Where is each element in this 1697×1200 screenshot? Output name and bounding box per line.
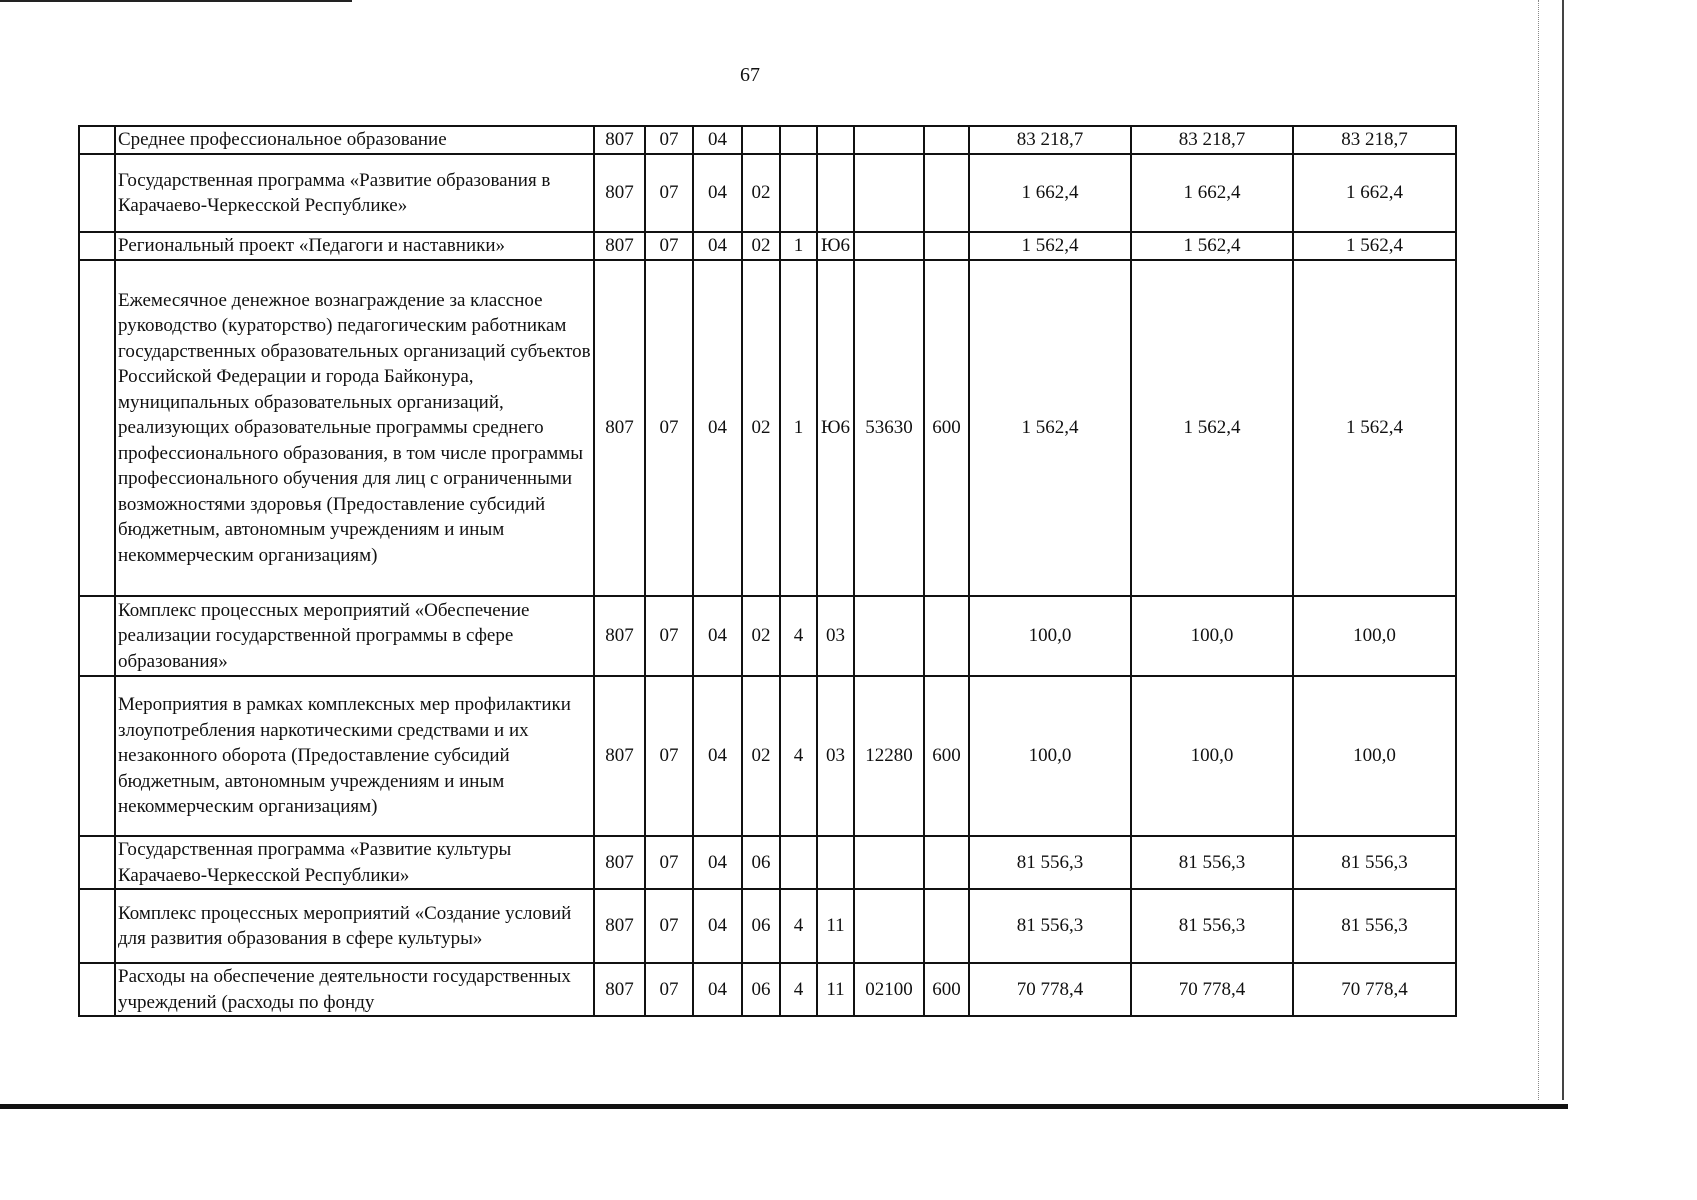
program-cell: 02 bbox=[742, 232, 780, 260]
direction-cell bbox=[854, 126, 924, 154]
expense-type-cell bbox=[924, 596, 969, 676]
row-marker-cell bbox=[79, 154, 115, 232]
expense-type-cell bbox=[924, 154, 969, 232]
amount-year1-cell: 1 562,4 bbox=[969, 260, 1131, 596]
section-cell: 07 bbox=[645, 232, 693, 260]
subsection-cell: 04 bbox=[693, 676, 742, 836]
expense-type-cell: 600 bbox=[924, 676, 969, 836]
subprogram-cell: 1 bbox=[780, 260, 817, 596]
expense-type-cell: 600 bbox=[924, 963, 969, 1016]
amount-year3-cell: 83 218,7 bbox=[1293, 126, 1456, 154]
amount-year1-cell: 70 778,4 bbox=[969, 963, 1131, 1016]
project-cell bbox=[817, 126, 854, 154]
table-row bbox=[79, 232, 1456, 260]
subprogram-cell: 4 bbox=[780, 889, 817, 963]
bottom-rule bbox=[0, 1104, 1568, 1109]
amount-year3-cell: 81 556,3 bbox=[1293, 889, 1456, 963]
amount-year3-cell: 81 556,3 bbox=[1293, 836, 1456, 889]
amount-year3-cell: 1 662,4 bbox=[1293, 154, 1456, 232]
table-row bbox=[79, 676, 1456, 836]
section-cell: 07 bbox=[645, 889, 693, 963]
direction-cell bbox=[854, 596, 924, 676]
amount-year1-cell: 1 662,4 bbox=[969, 154, 1131, 232]
subprogram-cell: 1 bbox=[780, 232, 817, 260]
row-marker-cell bbox=[79, 889, 115, 963]
amount-year1-cell: 1 562,4 bbox=[969, 232, 1131, 260]
program-cell: 02 bbox=[742, 596, 780, 676]
budget-table bbox=[78, 125, 1457, 1017]
program-cell: 02 bbox=[742, 676, 780, 836]
row-name-cell: Мероприятия в рамках комплексных мер профилактики злоупотребления наркотическими средствами и их незаконного оборота (Предоставление субсидий бюджетным, автономным учреждениям и иным некоммерческим организациям) bbox=[115, 676, 594, 836]
amount-year2-cell: 81 556,3 bbox=[1131, 889, 1293, 963]
row-marker-cell bbox=[79, 836, 115, 889]
amount-year1-cell: 81 556,3 bbox=[969, 889, 1131, 963]
amount-year1-cell: 81 556,3 bbox=[969, 836, 1131, 889]
direction-cell: 02100 bbox=[854, 963, 924, 1016]
direction-cell bbox=[854, 889, 924, 963]
row-marker-cell bbox=[79, 596, 115, 676]
amount-year3-cell: 1 562,4 bbox=[1293, 232, 1456, 260]
expense-type-cell bbox=[924, 889, 969, 963]
row-marker-cell bbox=[79, 260, 115, 596]
page-number: 67 bbox=[740, 64, 760, 86]
amount-year3-cell: 70 778,4 bbox=[1293, 963, 1456, 1016]
gov-code-cell: 807 bbox=[594, 836, 645, 889]
project-cell: 11 bbox=[817, 963, 854, 1016]
subprogram-cell bbox=[780, 154, 817, 232]
subprogram-cell: 4 bbox=[780, 676, 817, 836]
direction-cell bbox=[854, 154, 924, 232]
row-marker-cell bbox=[79, 126, 115, 154]
program-cell: 06 bbox=[742, 963, 780, 1016]
gov-code-cell: 807 bbox=[594, 889, 645, 963]
program-cell: 06 bbox=[742, 889, 780, 963]
scan-edge bbox=[1538, 0, 1540, 1100]
row-marker-cell bbox=[79, 676, 115, 836]
section-cell: 07 bbox=[645, 154, 693, 232]
project-cell: 03 bbox=[817, 676, 854, 836]
row-name-cell: Государственная программа «Развитие образования в Карачаево-Черкесской Республике» bbox=[115, 154, 594, 232]
program-cell: 02 bbox=[742, 260, 780, 596]
section-cell: 07 bbox=[645, 676, 693, 836]
table-row bbox=[79, 260, 1456, 596]
amount-year3-cell: 100,0 bbox=[1293, 676, 1456, 836]
scan-edge bbox=[1562, 0, 1565, 1100]
row-name-cell: Расходы на обеспечение деятельности государственных учреждений (расходы по фонду bbox=[115, 963, 594, 1016]
program-cell bbox=[742, 126, 780, 154]
amount-year2-cell: 100,0 bbox=[1131, 596, 1293, 676]
subsection-cell: 04 bbox=[693, 836, 742, 889]
gov-code-cell: 807 bbox=[594, 260, 645, 596]
project-cell: 03 bbox=[817, 596, 854, 676]
expense-type-cell: 600 bbox=[924, 260, 969, 596]
subsection-cell: 04 bbox=[693, 154, 742, 232]
direction-cell bbox=[854, 836, 924, 889]
subsection-cell: 04 bbox=[693, 596, 742, 676]
amount-year2-cell: 83 218,7 bbox=[1131, 126, 1293, 154]
subprogram-cell bbox=[780, 836, 817, 889]
amount-year2-cell: 1 562,4 bbox=[1131, 232, 1293, 260]
direction-cell: 12280 bbox=[854, 676, 924, 836]
project-cell: 11 bbox=[817, 889, 854, 963]
row-name-cell: Среднее профессиональное образование bbox=[115, 126, 594, 154]
program-cell: 06 bbox=[742, 836, 780, 889]
amount-year1-cell: 83 218,7 bbox=[969, 126, 1131, 154]
section-cell: 07 bbox=[645, 260, 693, 596]
amount-year2-cell: 100,0 bbox=[1131, 676, 1293, 836]
table-row bbox=[79, 963, 1456, 1016]
top-rule bbox=[0, 0, 352, 2]
subsection-cell: 04 bbox=[693, 260, 742, 596]
project-cell: Ю6 bbox=[817, 232, 854, 260]
amount-year1-cell: 100,0 bbox=[969, 596, 1131, 676]
amount-year2-cell: 1 562,4 bbox=[1131, 260, 1293, 596]
gov-code-cell: 807 bbox=[594, 232, 645, 260]
program-cell: 02 bbox=[742, 154, 780, 232]
amount-year2-cell: 70 778,4 bbox=[1131, 963, 1293, 1016]
row-name-cell: Комплекс процессных мероприятий «Создание условий для развития образования в сфере культуры» bbox=[115, 889, 594, 963]
section-cell: 07 bbox=[645, 596, 693, 676]
expense-type-cell bbox=[924, 126, 969, 154]
project-cell bbox=[817, 154, 854, 232]
gov-code-cell: 807 bbox=[594, 676, 645, 836]
gov-code-cell: 807 bbox=[594, 126, 645, 154]
row-name-cell: Комплекс процессных мероприятий «Обеспечение реализации государственной программы в сфере образования» bbox=[115, 596, 594, 676]
subsection-cell: 04 bbox=[693, 889, 742, 963]
table-row bbox=[79, 154, 1456, 232]
row-marker-cell bbox=[79, 232, 115, 260]
row-name-cell: Государственная программа «Развитие культуры Карачаево-Черкесской Республики» bbox=[115, 836, 594, 889]
subsection-cell: 04 bbox=[693, 963, 742, 1016]
project-cell bbox=[817, 836, 854, 889]
subsection-cell: 04 bbox=[693, 232, 742, 260]
direction-cell: 53630 bbox=[854, 260, 924, 596]
section-cell: 07 bbox=[645, 963, 693, 1016]
amount-year1-cell: 100,0 bbox=[969, 676, 1131, 836]
amount-year3-cell: 100,0 bbox=[1293, 596, 1456, 676]
expense-type-cell bbox=[924, 232, 969, 260]
gov-code-cell: 807 bbox=[594, 596, 645, 676]
subsection-cell: 04 bbox=[693, 126, 742, 154]
gov-code-cell: 807 bbox=[594, 154, 645, 232]
row-name-cell: Региональный проект «Педагоги и наставники» bbox=[115, 232, 594, 260]
subprogram-cell: 4 bbox=[780, 963, 817, 1016]
section-cell: 07 bbox=[645, 836, 693, 889]
row-name-cell: Ежемесячное денежное вознаграждение за классное руководство (кураторство) педагогическим работникам государственных образовательных организаций субъектов Российской Федерации и города Байконура, муниципальных образовательных организаций, реализующих образовательные программы среднего профессионального образования, в том числе программы профессионального обучения для лиц с ограниченными возможностями здоровья (Предоставление субсидий бюджетным, автономным учреждениям и иным некоммерческим организациям) bbox=[115, 260, 594, 596]
section-cell: 07 bbox=[645, 126, 693, 154]
table-row bbox=[79, 596, 1456, 676]
gov-code-cell: 807 bbox=[594, 963, 645, 1016]
amount-year2-cell: 1 662,4 bbox=[1131, 154, 1293, 232]
amount-year3-cell: 1 562,4 bbox=[1293, 260, 1456, 596]
expense-type-cell bbox=[924, 836, 969, 889]
direction-cell bbox=[854, 232, 924, 260]
table-row bbox=[79, 889, 1456, 963]
table-row bbox=[79, 836, 1456, 889]
amount-year2-cell: 81 556,3 bbox=[1131, 836, 1293, 889]
table-row bbox=[79, 126, 1456, 154]
project-cell: Ю6 bbox=[817, 260, 854, 596]
subprogram-cell: 4 bbox=[780, 596, 817, 676]
row-marker-cell bbox=[79, 963, 115, 1016]
subprogram-cell bbox=[780, 126, 817, 154]
